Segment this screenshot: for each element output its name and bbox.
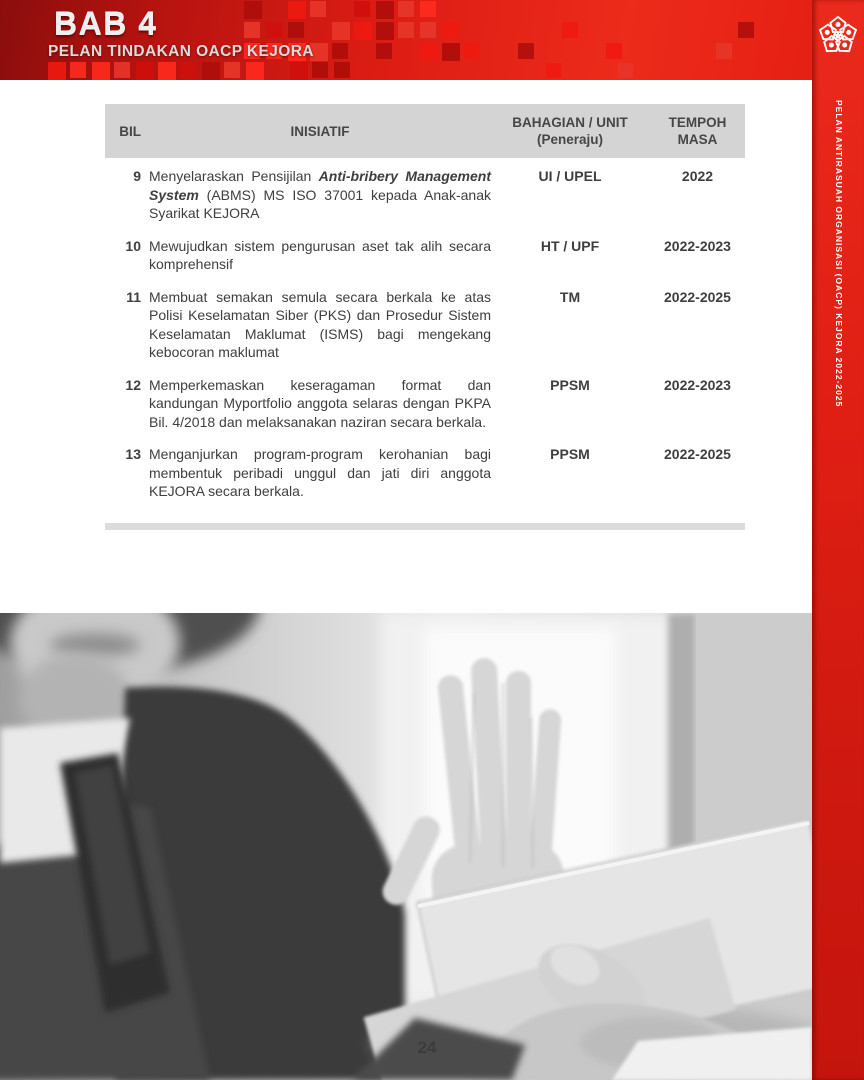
unit-cell: TM [559,288,581,305]
pixel-square [92,62,110,80]
pixel-square [716,43,732,59]
tempoh-cell: 2022 [681,168,714,184]
italic-term: Anti-bribery Management System [149,168,491,203]
table-bottom-rule [105,523,745,530]
pixel-square [136,62,154,80]
pixel-square [420,43,438,61]
tempoh-cell: 2022-2023 [664,376,731,393]
bribery-refusal-photo [0,613,812,1080]
unit-cell: HT / UPF [540,237,600,254]
pixel-square [398,22,414,38]
row-bil: 10 [125,237,141,254]
kejora-flower-emblem-icon [817,7,859,63]
pixel-square [158,62,176,80]
tempoh-cell: 2022-2025 [664,288,731,305]
initiative-text: Menyelaraskan Pensijilan Anti-bribery Management System (ABMS) MS ISO 37001 kepada Anak-anak Syarikat KEJORA [149,168,491,221]
pixel-square [464,43,480,59]
pixel-square [48,62,66,80]
pixel-square [70,62,86,78]
pixel-square [738,22,754,38]
unit-cell: PPSM [550,446,590,462]
initiative-text: Membuat semakan semula secara berkala ke atas Polisi Keselamatan Siber (PKS) dan Prosedur Sistem Keselamatan Maklumat (ISMS) bagi mengekang kebocoran maklumat [149,288,491,360]
pixel-square [114,62,130,78]
initiative-text: Menganjurkan program-program kerohanian bagi membentuk peribadi unggul dan jati diri anggota KEJORA secara berkala. [149,446,491,499]
row-bil: 12 [125,376,141,393]
pixel-square [442,43,460,61]
right-sidebar [812,0,864,1080]
pixel-square [224,62,240,78]
tempoh-cell: 2022-2023 [664,237,731,254]
table-row [105,288,745,362]
unit-cell: UI / UPEL [538,168,602,184]
table-row [105,376,745,432]
pixel-square [398,1,414,17]
pixel-square [546,63,561,78]
pixel-square [420,1,436,17]
tempoh-cell: 2022-2025 [664,446,731,462]
pixel-square [618,63,633,78]
pixel-square [288,1,306,19]
col-header-bahagian-unit: BAHAGIAN / UNIT (Peneraju) [512,115,628,147]
unit-cell: PPSM [550,376,590,393]
table-row [105,237,745,274]
pixel-square [354,1,370,17]
banner-subtitle: PELAN TINDAKAN OACP KEJORA [48,43,314,60]
chapter-banner [0,0,864,80]
pixel-square [334,62,350,78]
col-header-inisiatif: INISIATIF [290,123,350,139]
pixel-square [606,43,622,59]
sidebar-vertical-title: PELAN ANTIRASUAH ORGANISASI (OACP) KEJORA 2022-2025 [834,100,844,408]
pixel-square [266,22,282,38]
col-header-tempoh-masa: TEMPOH MASA [668,115,727,147]
pixel-square [180,62,196,78]
pixel-square [246,62,264,80]
pixel-square [244,1,262,19]
pixel-square [376,22,394,40]
table-row [105,445,745,501]
table-header-row [105,104,745,158]
pixel-square [288,22,304,38]
col-header-bil: BIL [119,123,141,139]
photo-illustration [0,613,812,1080]
pixel-square [420,22,436,38]
pixel-square [354,22,372,40]
page-number: 24 [417,1038,437,1057]
pixel-square [244,22,260,38]
pixel-square [290,62,308,80]
pixel-square [562,22,578,38]
table-body [105,158,745,501]
initiative-text: Memperkemaskan keseragaman format dan kandungan Myportfolio anggota selaras dengan PKPA Bil. 4/2018 dan melaksanakan naziran secara berkala. [149,376,491,430]
pixel-square [310,1,326,17]
pixel-square [518,43,534,59]
row-bil: 13 [125,446,141,462]
pixel-square [332,43,348,59]
row-bil: 9 [133,168,141,184]
pixel-square [312,62,328,78]
table-row [105,167,745,223]
chapter-heading: BAB 4 [54,6,158,42]
initiative-text: Mewujudkan sistem pengurusan aset tak alih secara komprehensif [149,237,491,272]
pixel-square [442,22,458,38]
pixel-square [376,43,392,59]
row-bil: 11 [126,288,141,305]
initiatives-table [105,104,745,530]
pixel-square [376,1,394,19]
pixel-square [202,62,220,80]
pixel-square [332,22,350,40]
